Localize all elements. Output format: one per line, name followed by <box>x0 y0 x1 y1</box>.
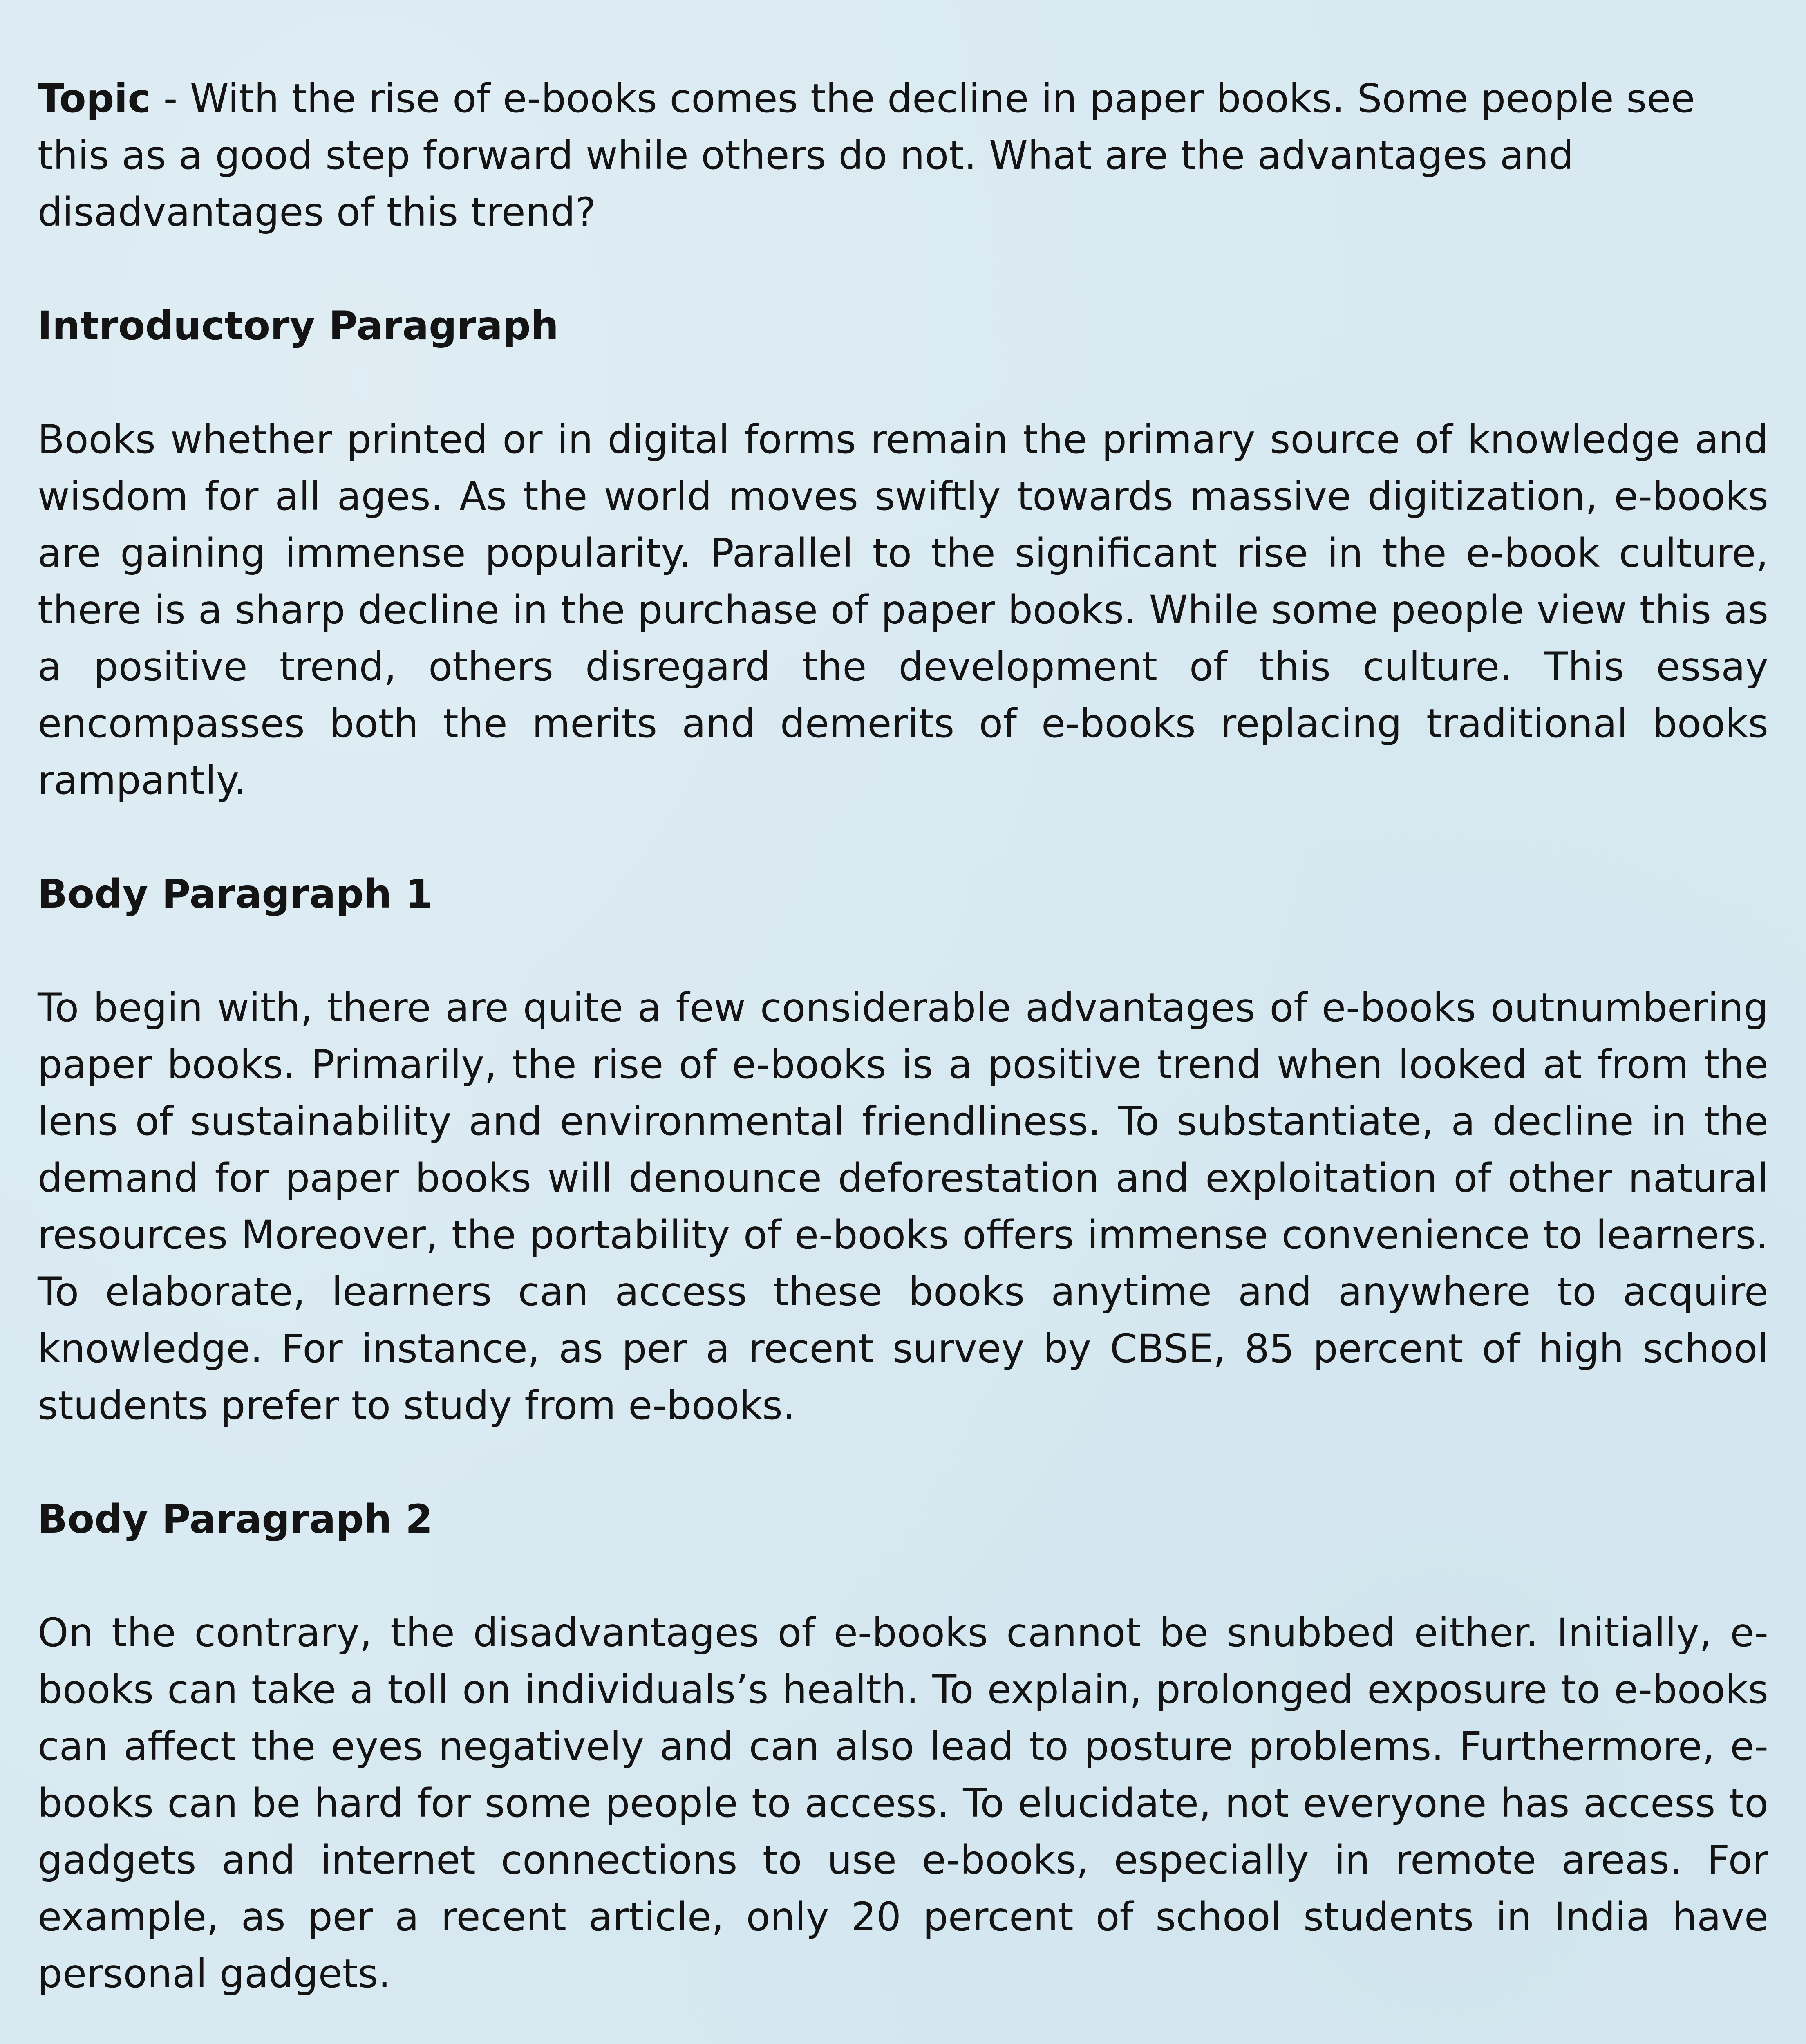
section-heading-introduction: Introductory Paragraph <box>38 303 559 349</box>
section-body-introduction: Books whether printed or in digital forms remain the primary source of knowledge and wisdom for all ages. As the world moves swiftly towards massive digitization, e-books are gaining immense popularity. Parallel to the significant rise in the e-book culture, there is a sharp decline in the purchase of paper books. While some people view this as a positive trend, others disregard the development of this culture. This essay encompasses both the merits and demerits of e-books replacing traditional books rampantly. <box>38 417 1768 803</box>
topic-text: - With the rise of e-books comes the decline in paper books. Some people see this as a good step forward while others do not. What are the advantages and disadvantages of this trend? <box>38 76 1695 235</box>
section-heading-body-1: Body Paragraph 1 <box>38 871 433 917</box>
section-body-body-2: On the contrary, the disadvantages of e-books cannot be snubbed either. Initially, e-books can take a toll on individuals’s health. To explain, prolonged exposure to e-books can affect the eyes negatively and can also lead to posture problems. Furthermore, e-books can be hard for some people to access. To elucidate, not everyone has access to gadgets and internet connections to use e-books, especially in remote areas. For example, as per a recent article, only 20 percent of school students in India have personal gadgets. <box>38 1610 1768 1997</box>
section-body-body-1: To begin with, there are quite a few considerable advantages of e-books outnumbering paper books. Primarily, the rise of e-books is a positive trend when looked at from the lens of sustainability and environmental friendliness. To substantiate, a decline in the demand for paper books will denounce deforestation and exploitation of other natural resources Moreover, the portability of e-books offers immense convenience to learners. To elaborate, learners can access these books anytime and anywhere to acquire knowledge. For instance, as per a recent survey by CBSE, 85 percent of high school students prefer to study from e-books. <box>38 985 1768 1428</box>
topic-label: Topic <box>38 76 151 121</box>
topic-statement <box>38 70 1768 241</box>
section-heading-body-2: Body Paragraph 2 <box>38 1496 433 1542</box>
